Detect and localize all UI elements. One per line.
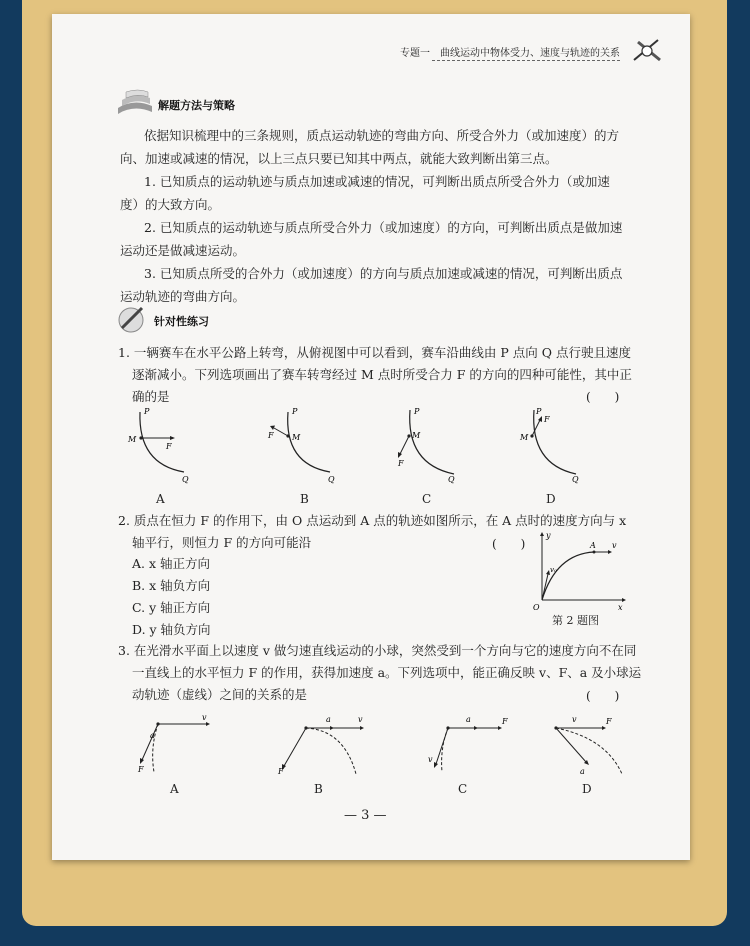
- q2-option-d: D. y 轴负方向: [132, 622, 211, 637]
- running-header: 专题一 曲线运动中物体受力、速度与轨迹的关系: [400, 48, 620, 59]
- q2-option-a: A. x 轴正方向: [132, 556, 210, 571]
- svg-text:A: A: [590, 541, 596, 550]
- header-rule: [432, 60, 620, 61]
- rule-1: 1. 已知质点的运动轨迹与质点加速或减速的情况，可判断出质点所受合外力（或加速度）的大致方向。: [120, 174, 610, 212]
- question-3-answer-bracket: ( ): [586, 689, 620, 703]
- label-f: F: [166, 442, 172, 451]
- page-number: — 3 —: [344, 808, 387, 823]
- intro-paragraph: 依据知识梳理中的三条规则，质点运动轨迹的弯曲方向、所受合外力（或加速度）的方向、加速或减速的情况，以上三点只要已知其中两点，就能大致判断出第三点。: [120, 128, 620, 166]
- q1-option-c-label: C: [422, 492, 432, 506]
- svg-text:v: v: [612, 541, 617, 550]
- section-title-practice: 针对性练习: [154, 315, 209, 328]
- q3-option-b-label: B: [314, 782, 323, 796]
- q1-option-d-label: D: [546, 492, 556, 506]
- q2-trajectory-figure: [530, 530, 626, 610]
- q1-figure-c: [388, 406, 464, 486]
- rule-2: 2. 已知质点的运动轨迹与质点所受合外力（或加速度）的方向，可判断出质点是做加速运动还是做减速运动。: [120, 220, 623, 258]
- q3-figure-d: [546, 708, 642, 778]
- question-3-text: 3. 在光滑水平面上以速度 v 做匀速直线运动的小球，突然受到一个方向与它的速度方向不在同一直线上的水平恒力 F 的作用，获得加速度 a。下列选项中，能正确反映 v、F、a 及小球运动轨迹（虚线）之间的关系的是: [118, 643, 642, 702]
- svg-text:v: v: [358, 715, 363, 724]
- q2-option-c: C. y 轴正方向: [132, 600, 211, 615]
- svg-text:Q: Q: [448, 475, 455, 484]
- svg-text:x: x: [618, 603, 623, 610]
- q1-option-b-label: B: [300, 492, 309, 506]
- question-2-text: 2. 质点在恒力 F 的作用下，由 O 点运动到 A 点的轨迹如图所示，在 A 点时的速度方向与 x 轴平行，则恒力 F 的方向可能沿: [118, 513, 627, 550]
- svg-text:Q: Q: [572, 475, 579, 484]
- rule-3: 3. 已知质点所受的合外力（或加速度）的方向与质点加速或减速的情况，可判断出质点运动轨迹的弯曲方向。: [120, 266, 623, 304]
- svg-text:P: P: [414, 407, 420, 416]
- q3-option-d-label: D: [582, 782, 592, 796]
- svg-text:a: a: [150, 731, 155, 740]
- q1-option-a-label: A: [156, 492, 165, 506]
- q3-figure-b: [272, 708, 368, 778]
- svg-text:O: O: [533, 603, 540, 610]
- pencil-ruler-icon: [630, 36, 664, 66]
- svg-text:a: a: [466, 715, 471, 724]
- q2-option-b: B. x 轴负方向: [132, 578, 211, 593]
- svg-text:M: M: [292, 433, 301, 442]
- svg-text:a: a: [326, 715, 331, 724]
- books-icon: [116, 88, 154, 116]
- q1-figure-d: [514, 406, 590, 486]
- svg-text:F: F: [502, 717, 508, 726]
- svg-text:a: a: [580, 767, 585, 776]
- svg-text:M: M: [520, 433, 529, 442]
- svg-text:v: v: [202, 713, 207, 722]
- svg-text:Q: Q: [328, 475, 335, 484]
- svg-text:F: F: [268, 431, 274, 440]
- svg-text:F: F: [398, 459, 404, 468]
- svg-text:F: F: [278, 767, 284, 776]
- svg-text:F: F: [138, 765, 144, 774]
- q3-figure-a: [132, 708, 222, 778]
- q1-figure-b: [264, 406, 340, 486]
- svg-text:y: y: [546, 531, 551, 540]
- q2-figure-caption: 第 2 题图: [552, 614, 599, 627]
- question-2-answer-bracket: ( ): [492, 537, 526, 551]
- section-title-methods: 解题方法与策略: [158, 99, 235, 112]
- q3-option-c-label: C: [458, 782, 468, 796]
- svg-text:v: v: [572, 715, 577, 724]
- svg-text:P: P: [536, 407, 542, 416]
- q1-figure-a: [126, 406, 192, 486]
- svg-text:M: M: [412, 431, 421, 440]
- question-1-answer-bracket: ( ): [586, 390, 620, 404]
- label-p: P: [144, 407, 150, 416]
- question-1-text: 1. 一辆赛车在水平公路上转弯，从俯视图中可以看到，赛车沿曲线由 P 点向 Q 点行驶且速度逐渐减小。下列选项画出了赛车转弯经过 M 点时所受合力 F 的方向的四种可能性，其中正确的是: [118, 345, 632, 404]
- svg-text:v₀: v₀: [550, 566, 557, 574]
- svg-text:v: v: [428, 755, 433, 764]
- q3-figure-c: [418, 708, 514, 778]
- label-m: M: [128, 435, 137, 444]
- pen-icon: [116, 304, 150, 334]
- svg-text:F: F: [606, 717, 612, 726]
- document-page: [52, 14, 690, 860]
- svg-text:F: F: [544, 415, 550, 424]
- label-q: Q: [182, 475, 189, 484]
- q3-option-a-label: A: [170, 782, 179, 796]
- svg-text:P: P: [292, 407, 298, 416]
